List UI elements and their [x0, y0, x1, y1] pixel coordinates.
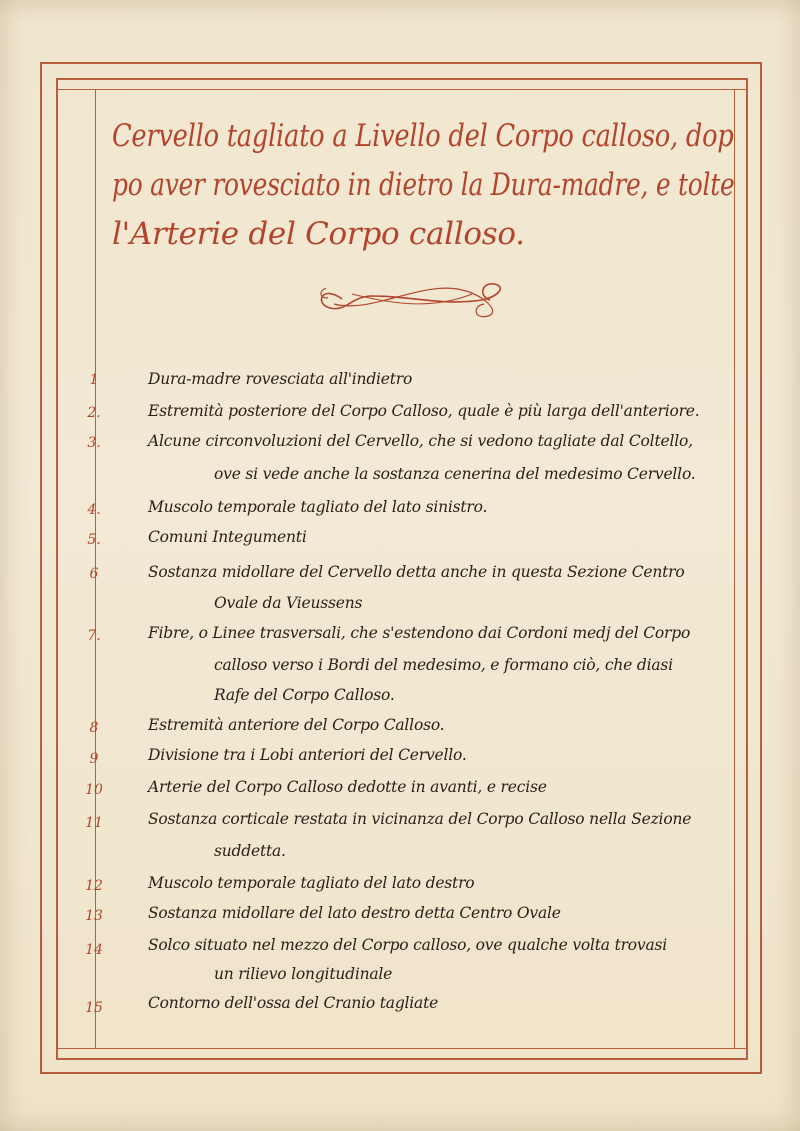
entry-number: 11 [85, 815, 103, 831]
entry-text: Divisione tra i Lobi anteriori del Cervello. [148, 746, 467, 764]
entry-text: Comuni Integumenti [148, 528, 307, 546]
title-line: Cervello tagliato a Livello del Corpo calloso, dop [112, 118, 734, 154]
entry-text: Estremità anteriore del Corpo Calloso. [148, 716, 445, 734]
entry-text: Sostanza corticale restata in vicinanza del Corpo Calloso nella Sezione [148, 810, 692, 828]
entry-number: 7. [87, 628, 101, 644]
entry-text: Alcune circonvoluzioni del Cervello, che si vedono tagliate dal Coltello, [148, 432, 693, 450]
entry-text: Estremità posteriore del Corpo Calloso, quale è più larga dell'anteriore. [148, 402, 700, 420]
page-title [112, 112, 734, 259]
entry-text: Muscolo temporale tagliato del lato sinistro. [148, 498, 488, 516]
calligraphic-flourish-icon [312, 274, 512, 324]
entry-number: 15 [85, 1000, 103, 1016]
entry-number: 6 [89, 566, 99, 582]
entry-number: 10 [85, 782, 103, 798]
entry-number: 8 [89, 720, 99, 736]
entry-number: 1 [89, 372, 99, 388]
entry-text-continuation: un rilievo longitudinale [214, 965, 393, 983]
entry-text-continuation: Ovale da Vieussens [214, 594, 363, 612]
entry-text-continuation: calloso verso i Bordi del medesimo, e formano ciò, che diasi [214, 656, 673, 674]
entry-text: Dura-madre rovesciata all'indietro [148, 370, 413, 388]
entry-text-continuation: Rafe del Corpo Calloso. [214, 686, 395, 704]
title-line: po aver rovesciato in dietro la Dura-madre, e tolte [112, 167, 735, 203]
title-line: l'Arterie del Corpo calloso. [112, 216, 525, 252]
entry-text-continuation: ove si vede anche la sostanza cenerina del medesimo Cervello. [214, 465, 696, 483]
entry-number: 13 [85, 908, 103, 924]
entry-text: Solco situato nel mezzo del Corpo calloso, ove qualche volta trovasi [148, 936, 668, 954]
entry-number: 5. [87, 532, 101, 548]
entry-text: Arterie del Corpo Calloso dedotte in avanti, e recise [148, 778, 547, 796]
entry-text: Fibre, o Linee trasversali, che s'estendono dai Cordoni medj del Corpo [148, 624, 691, 642]
entry-text: Sostanza midollare del lato destro detta Centro Ovale [148, 904, 561, 922]
entry-text-continuation: suddetta. [214, 842, 286, 860]
top-rule [56, 89, 748, 90]
bottom-rule [56, 1048, 748, 1049]
entry-text: Sostanza midollare del Cervello detta anche in questa Sezione Centro [148, 563, 685, 581]
entry-number: 12 [85, 878, 103, 894]
entry-text: Muscolo temporale tagliato del lato destro [148, 874, 475, 892]
entry-text: Contorno dell'ossa del Cranio tagliate [148, 994, 439, 1012]
entry-number: 3. [87, 435, 101, 451]
entry-number: 14 [85, 942, 103, 958]
entry-number: 4. [87, 502, 101, 518]
entry-number: 2. [87, 405, 101, 421]
entry-number: 9 [89, 751, 99, 767]
right-margin-rule [734, 89, 735, 1048]
